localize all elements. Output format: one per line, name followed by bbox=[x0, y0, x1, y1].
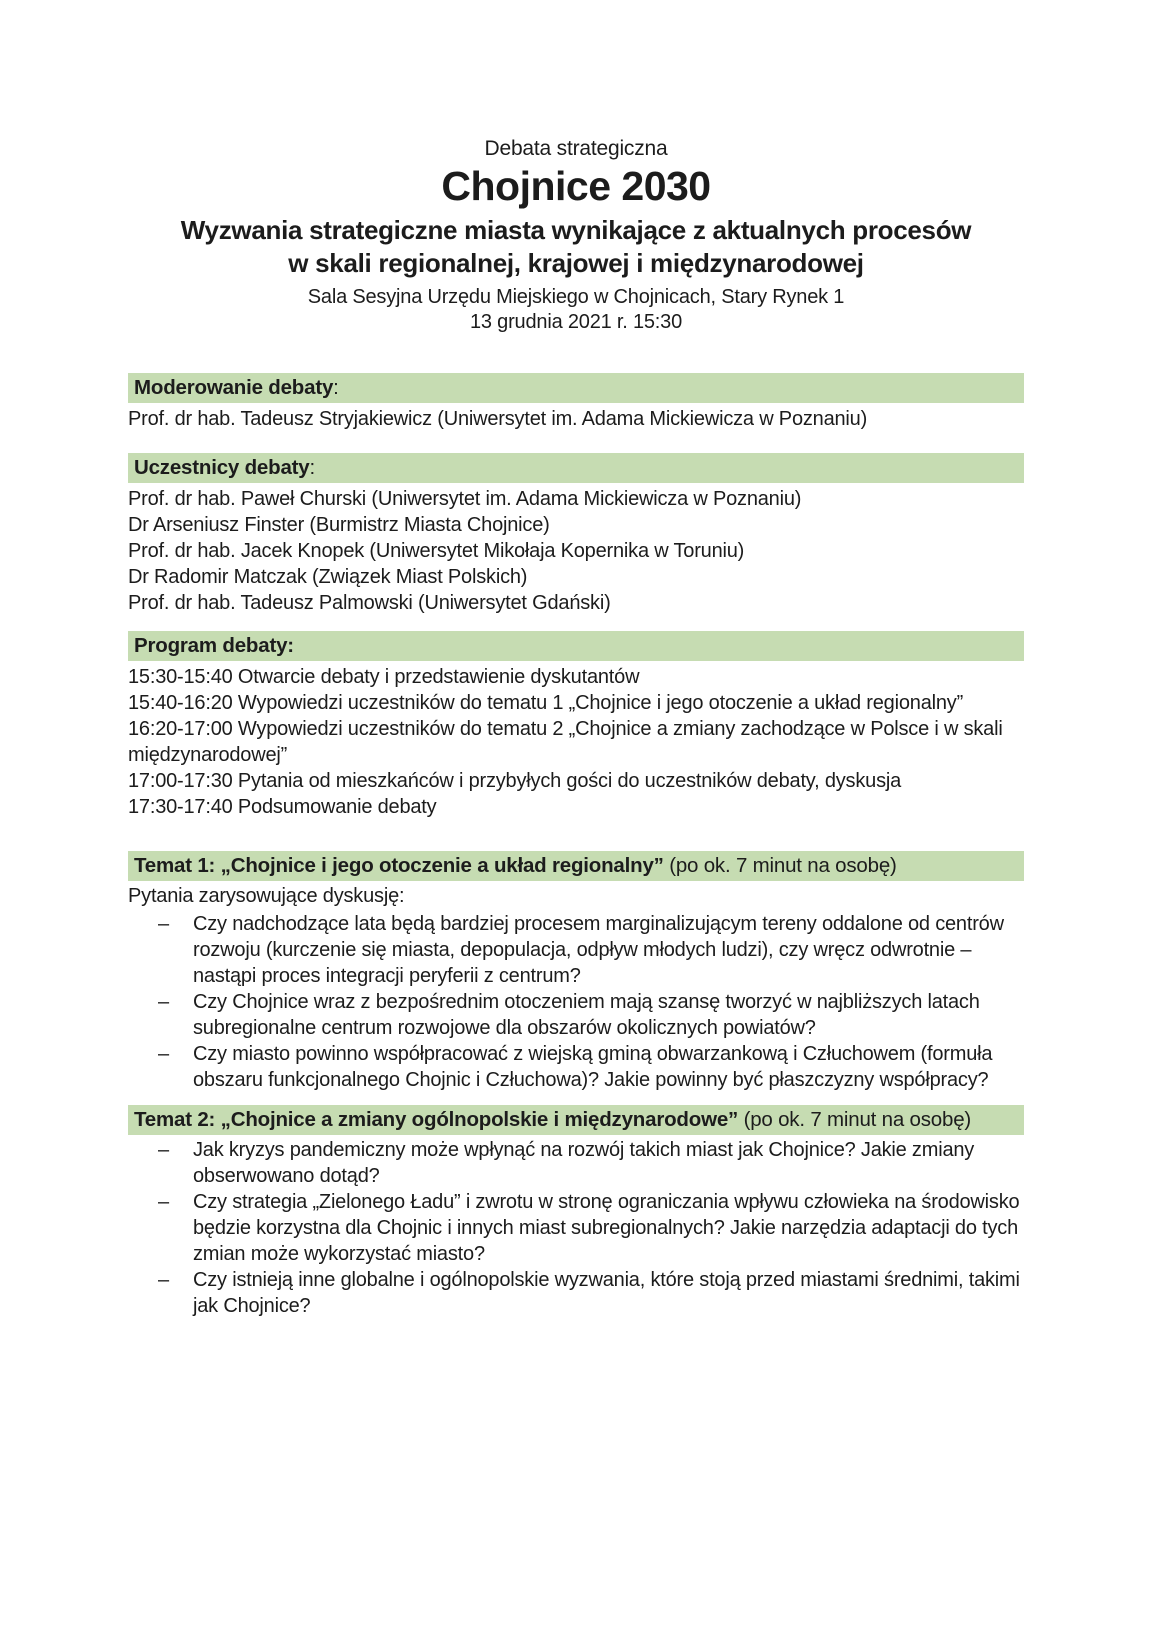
participants-heading-label: Uczestnicy debaty bbox=[134, 456, 310, 479]
bullet-text: Czy istnieją inne globalne i ogólnopolskie wyzwania, które stoją przed miastami średnimi, takimi jak Chojnice? bbox=[193, 1269, 1020, 1317]
moderation-heading-bar bbox=[128, 373, 1024, 403]
bullet-item bbox=[128, 911, 1024, 989]
moderation-heading-label: Moderowanie debaty bbox=[134, 376, 334, 399]
topic2-heading-note: (po ok. 7 minut na osobę) bbox=[738, 1108, 972, 1131]
topic1-questions-intro: Pytania zarysowujące dyskusję: bbox=[128, 885, 405, 907]
bullet-dash: – bbox=[158, 1191, 169, 1213]
bullet-item bbox=[128, 1189, 1024, 1267]
topic1-bullet-list bbox=[128, 911, 1024, 1093]
bullet-text: Czy nadchodzące lata będą bardziej procesem marginalizującym tereny oddalone od centrów rozwoju (kurczenie się miasta, depopulacja, odpływ młodych ludzi), czy wręcz odwrotnie – nastąpi proces integracji peryferii z centrum? bbox=[193, 913, 1004, 987]
bullet-item bbox=[128, 1041, 1024, 1093]
participants-list bbox=[128, 486, 1024, 616]
topic1-heading-note: (po ok. 7 minut na osobę) bbox=[663, 854, 897, 877]
section-participants bbox=[128, 453, 1024, 616]
participants-heading-bar bbox=[128, 453, 1024, 483]
topic2-heading-bar bbox=[128, 1105, 1024, 1135]
bullet-item bbox=[128, 1137, 1024, 1189]
participant-row: Prof. dr hab. Paweł Churski (Uniwersytet im. Adama Mickiewicza w Poznaniu) bbox=[128, 488, 802, 510]
program-item: 17:30-17:40 Podsumowanie debaty bbox=[128, 796, 437, 818]
moderator-line: Prof. dr hab. Tadeusz Stryjakiewicz (Uniwersytet im. Adama Mickiewicza w Poznaniu) bbox=[128, 408, 868, 430]
bullet-text: Czy miasto powinno współpracować z wiejską gminą obwarzankową i Człuchowem (formuła obszaru funkcjonalnego Chojnic i Człuchowa)? Jakie powinny być płaszczyzny współpracy? bbox=[193, 1043, 993, 1091]
document-content bbox=[128, 0, 1024, 1319]
program-heading-bar bbox=[128, 631, 1024, 661]
datetime-line: 13 grudnia 2021 r. 15:30 bbox=[469, 311, 683, 333]
section-topic-1 bbox=[128, 851, 1024, 1093]
doc-kicker: Debata strategiczna bbox=[484, 137, 668, 160]
participant-row: Dr Radomir Matczak (Związek Miast Polskich) bbox=[128, 566, 528, 588]
doc-subtitle-line-2: w skali regionalnej, krajowej i międzynarodowej bbox=[288, 248, 864, 278]
program-item: 15:30-15:40 Otwarcie debaty i przedstawienie dyskutantów bbox=[128, 666, 640, 688]
section-program bbox=[128, 631, 1024, 820]
bullet-item bbox=[128, 1267, 1024, 1319]
bullet-item bbox=[128, 989, 1024, 1041]
bullet-dash: – bbox=[158, 1043, 169, 1065]
bullet-dash: – bbox=[158, 1139, 169, 1161]
participant-row: Dr Arseniusz Finster (Burmistrz Miasta Chojnice) bbox=[128, 514, 550, 536]
venue-line: Sala Sesyjna Urzędu Miejskiego w Chojnicach, Stary Rynek 1 bbox=[307, 286, 845, 308]
section-topic-2 bbox=[128, 1105, 1024, 1319]
program-item: 16:20-17:00 Wypowiedzi uczestników do tematu 2 „Chojnice a zmiany zachodzące w Polsce i w skali międzynarodowej” bbox=[128, 718, 1003, 766]
moderation-heading-colon: : bbox=[333, 376, 339, 399]
program-item: 15:40-16:20 Wypowiedzi uczestników do tematu 1 „Chojnice i jego otoczenie a układ regionalny” bbox=[128, 692, 964, 714]
doc-subtitle-line-1: Wyzwania strategiczne miasta wynikające z aktualnych procesów bbox=[180, 215, 972, 245]
doc-title: Chojnice 2030 bbox=[441, 163, 711, 209]
section-moderation bbox=[128, 373, 1024, 432]
bullet-text: Czy strategia „Zielonego Ładu” i zwrotu w stronę ograniczania wpływu człowieka na środowisko będzie korzystna dla Chojnic i innych miast subregionalnych? Jakie narzędzia adaptacji do tych zmian może wykorzystać miasto? bbox=[193, 1191, 1020, 1265]
participant-row: Prof. dr hab. Jacek Knopek (Uniwersytet Mikołaja Kopernika w Toruniu) bbox=[128, 540, 745, 562]
program-list bbox=[128, 664, 1024, 820]
topic2-heading-title: Temat 2: „Chojnice a zmiany ogólnopolskie i międzynarodowe” bbox=[134, 1108, 739, 1131]
bullet-dash: – bbox=[158, 991, 169, 1013]
participants-heading-colon: : bbox=[309, 456, 315, 479]
program-heading-label: Program debaty: bbox=[134, 634, 294, 657]
doc-subtitle bbox=[128, 214, 1024, 280]
bullet-dash: – bbox=[158, 1269, 169, 1291]
bullet-text: Jak kryzys pandemiczny może wpłynąć na rozwój takich miast jak Chojnice? Jakie zmiany obserwowano dotąd? bbox=[193, 1139, 975, 1187]
participant-row: Prof. dr hab. Tadeusz Palmowski (Uniwersytet Gdański) bbox=[128, 592, 611, 614]
bullet-text: Czy Chojnice wraz z bezpośrednim otoczeniem mają szansę tworzyć w najbliższych latach subregionalne centrum rozwojowe dla obszarów okolicznych powiatów? bbox=[193, 991, 980, 1039]
bullet-dash: – bbox=[158, 913, 169, 935]
topic1-heading-title: Temat 1: „Chojnice i jego otoczenie a układ regionalny” bbox=[134, 854, 664, 877]
topic1-heading-bar bbox=[128, 851, 1024, 881]
program-item: 17:00-17:30 Pytania od mieszkańców i przybyłych gości do uczestników debaty, dyskusja bbox=[128, 770, 902, 792]
topic2-bullet-list bbox=[128, 1137, 1024, 1319]
